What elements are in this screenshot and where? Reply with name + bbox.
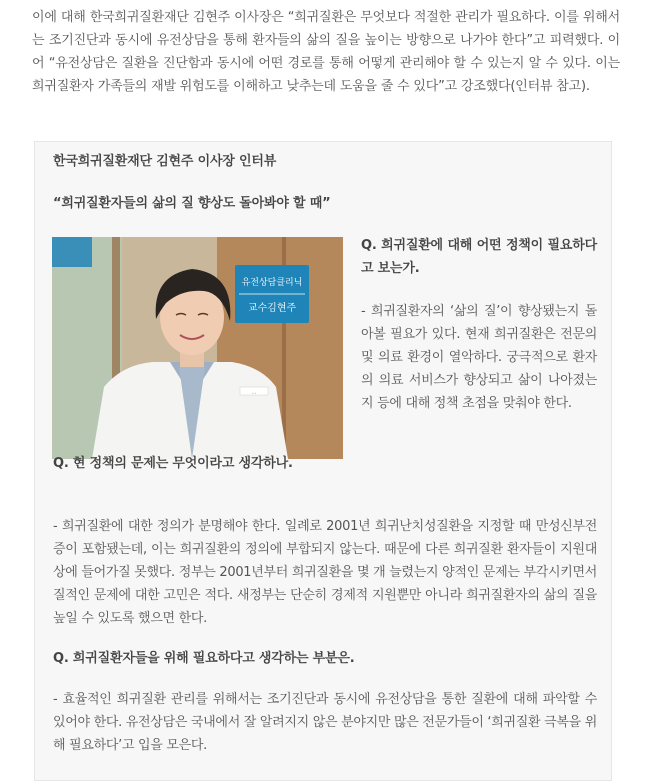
intro-paragraph: 이에 대해 한국희귀질환재단 김현주 이사장은 “희귀질환은 무엇보다 적절한 관리가 필요하다. 이를 위해서는 조기진단과 동시에 유전상담을 통해 환자들의 삶의 질을 높이는 방향으로 나가야 한다”고 피력했다. 이어 “유전상담은 질환을 진단함과 동시에 어떤 경로를 통해 어떻게 관리해야 할 수 있는지 알 수 있다. 이는 희귀질환자 가족들의 재발 위험도를 이해하고 낮추는데 도움을 줄 수 있다”고 강조했다(인터뷰 참고).	[32, 10, 620, 94]
question-3: Q. 희귀질환자들을 위해 필요하다고 생각하는 부분은.	[53, 651, 355, 666]
q2-spacer	[361, 450, 597, 452]
interview-photo	[52, 237, 343, 459]
interview-headline: “희귀질환자들의 삶의 질 향상도 돌아봐야 할 때”	[53, 196, 331, 211]
portrait-illustration	[52, 237, 343, 459]
answer-1: - 희귀질환자의 ‘삶의 질’이 향상됐는지 돌아볼 필요가 있다. 현재 희귀질환은 전문의 및 의료 환경이 열악하다. 궁극적으로 환자의 의료 서비스가 향상되고 삶이 나아졌는지 등에 대해 정책 초점을 맞춰야 한다.	[361, 304, 597, 411]
question-2	[53, 450, 597, 477]
sign-line-1: 유전상담클리닉	[241, 278, 303, 288]
sign-line-2: 교수김현주	[247, 303, 297, 314]
question-1: Q. 희귀질환에 대해 어떤 정책이 필요하다고 보는가.	[361, 238, 597, 276]
answer-2: - 희귀질환에 대한 정의가 분명해야 한다. 일례로 2001년 희귀난치성질환을 지정할 때 만성신부전증이 포함됐는데, 이는 희귀질환의 정의에 부합되지 않는다. 때문에 다른 희귀질환 환자들이 지원대상에 들어가질 못했다. 정부는 2001년부터 희귀질환을 몇 개 늘렸는지 양적인 문제는 부각시키면서 질적인 문제에 대한 고민은 적다. 새정부는 단순히 경제적 지원뿐만 아니라 희귀질환자의 삶의 질을 높일 수 있도록 했으면 한다.	[53, 519, 597, 626]
answer-3: - 효율적인 희귀질환 관리를 위해서는 조기진단과 동시에 유전상담을 통한 질환에 대해 파악할 수 있어야 한다. 유전상담은 국내에서 잘 알려지지 않은 분야지만 많은 전문가들이 ‘희귀질환 극복을 위해 필요하다’고 입을 모은다.	[53, 692, 597, 753]
interview-box	[34, 141, 612, 781]
interview-title: 한국희귀질환재단 김현주 이사장 인터뷰	[53, 154, 277, 169]
question-2-text: Q. 현 정책의 문제는 무엇이라고 생각하나.	[53, 456, 293, 471]
name-badge-text: ...	[251, 389, 257, 396]
